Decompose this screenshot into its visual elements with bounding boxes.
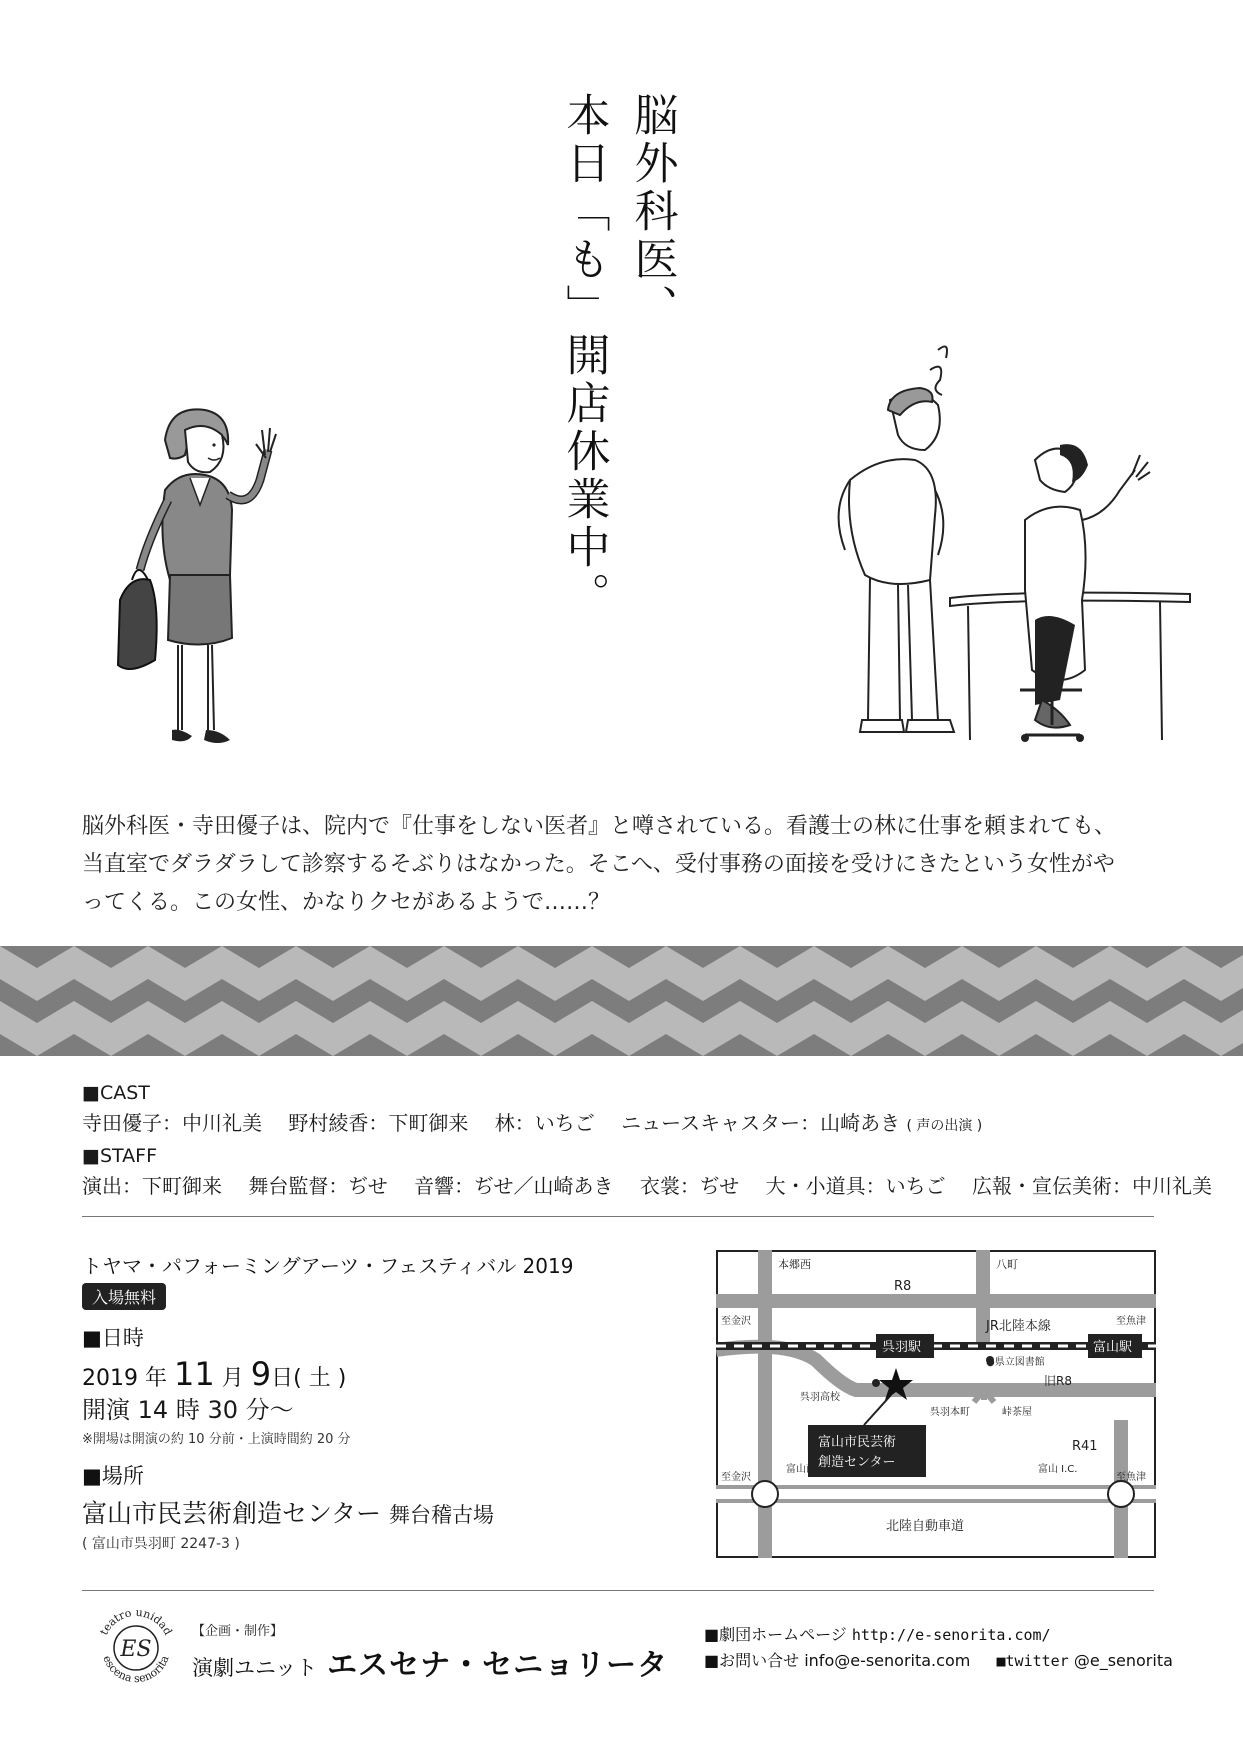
staff-member: 衣裳：ぢせ xyxy=(639,1174,740,1198)
festival-name: トヤマ・パフォーミングアーツ・フェスティバル 2019 xyxy=(82,1254,574,1278)
access-map xyxy=(716,1250,1156,1558)
staff-member: 舞台監督：ぢせ xyxy=(248,1174,388,1198)
map-label-hongo-nishi: 本郷西 xyxy=(778,1258,811,1271)
staff-list xyxy=(82,1171,1213,1201)
troupe-name: エスセナ・セニョリータ xyxy=(327,1648,669,1683)
map-label-expressway: 北陸自動車道 xyxy=(886,1519,965,1534)
map-label-library: ●県立図書館 xyxy=(986,1357,1045,1368)
date-month-unit: 月 xyxy=(221,1366,244,1391)
date-year: 2019 xyxy=(82,1366,138,1391)
opening-note: ※開場は開演の約 10 分前・上演時間約 20 分 xyxy=(82,1432,351,1447)
credits xyxy=(82,1078,1213,1201)
venue-title: 富山市民芸術創造センター xyxy=(82,1499,382,1528)
venue-name xyxy=(82,1494,494,1530)
twitter-label: ■twitter xyxy=(996,1652,1069,1670)
start-label: 開演 xyxy=(82,1396,130,1424)
map-label-toyama-station: 富山駅 xyxy=(1093,1340,1133,1355)
divider-bottom xyxy=(82,1590,1154,1591)
contact-block xyxy=(704,1622,1173,1674)
twitter-handle-link[interactable]: @e_senorita xyxy=(1073,1651,1173,1670)
map-label-kureha-hs: 呉羽高校 xyxy=(800,1392,840,1403)
svg-text:teatro unidad xyxy=(97,1606,174,1637)
map-label-shikanazawa-bottom: 至金沢 xyxy=(721,1472,751,1483)
cast-member: 林：いちご xyxy=(494,1111,595,1135)
date-weekday: ( 土 ) xyxy=(293,1366,347,1391)
headline-line-1: 脳外科医、 xyxy=(626,92,678,332)
produced-by-label: 【企画・制作】 xyxy=(192,1624,284,1639)
map-label-toyama-nishi-ic: 富山西 I.C. xyxy=(786,1464,836,1475)
date-heading: ■日時 xyxy=(82,1326,144,1350)
cast-heading: ■CAST xyxy=(82,1082,150,1104)
map-label-r8: R8 xyxy=(894,1279,912,1294)
cast-list xyxy=(82,1108,1182,1141)
headline-line-2: 本日「も」開店休業中。 xyxy=(558,92,610,620)
map-label-jr-line: JR北陸本線 xyxy=(986,1319,1051,1334)
venue-room: 舞台稽古場 xyxy=(388,1503,494,1527)
staff-member: 音響：ぢせ／山崎あき xyxy=(414,1174,614,1198)
chevron-pattern-band xyxy=(0,946,1243,1056)
staff-member: 広報・宣伝美術：中川礼美 xyxy=(972,1174,1213,1198)
homepage-label: ■劇団ホームページ xyxy=(704,1625,847,1644)
staff-member: 大・小道具：いちご xyxy=(765,1174,946,1198)
map-label-hacchou: 八町 xyxy=(996,1258,1018,1271)
troupe-logo xyxy=(90,1602,182,1694)
map-label-venue-line1: 富山市民芸術 xyxy=(818,1435,897,1450)
unit-label: 演劇ユニット xyxy=(192,1656,318,1680)
venue-heading: ■場所 xyxy=(82,1464,144,1488)
map-label-touge-chaya: 峠茶屋 xyxy=(1002,1407,1032,1418)
logo-text-top: teatro unidad xyxy=(97,1605,175,1638)
map-label-shikanazawa-top: 至金沢 xyxy=(721,1316,751,1327)
synopsis-line-3: ってくる。この女性、かなりクセがあるようで……？ xyxy=(82,890,611,915)
homepage-link[interactable]: http://e-senorita.com/ xyxy=(851,1626,1051,1644)
event-date xyxy=(82,1355,346,1393)
staff-heading: ■STAFF xyxy=(82,1145,157,1167)
logo-text-bottom: escena senorita xyxy=(100,1653,172,1686)
synopsis xyxy=(82,808,1167,922)
illustration-nurse-and-doctor xyxy=(820,340,1200,780)
minute-unit: 分〜 xyxy=(245,1396,294,1424)
illustration-applicant-woman xyxy=(110,400,290,770)
map-label-kureha-honmachi: 呉羽本町 xyxy=(930,1407,970,1418)
contact-label: ■お問い合せ xyxy=(704,1651,800,1670)
start-time xyxy=(82,1390,294,1425)
synopsis-line-1: 脳外科医・寺田優子は、院内で『仕事をしない医者』と噂されている。看護士の林に仕事を頼まれても、 xyxy=(82,814,1117,839)
map-label-shiuozu-top: 至魚津 xyxy=(1116,1316,1146,1327)
cast-voice-note: ( 声の出演 ) xyxy=(906,1118,983,1134)
cast-member: ニュースキャスター：山崎あき xyxy=(621,1111,901,1135)
date-day: 9 xyxy=(250,1355,272,1393)
staff-member: 演出：下町御来 xyxy=(82,1174,222,1198)
map-label-shiuozu-bottom: 至魚津 xyxy=(1116,1472,1146,1483)
free-admission-badge: 入場無料 xyxy=(82,1283,166,1310)
logo-mark: ES xyxy=(120,1637,152,1662)
contact-email-link[interactable]: info@e-senorita.com xyxy=(804,1651,971,1670)
map-label-kureha-station: 呉羽駅 xyxy=(882,1340,922,1355)
start-hour: 14 xyxy=(137,1396,169,1424)
date-month: 11 xyxy=(174,1355,215,1393)
date-year-unit: 年 xyxy=(145,1366,168,1391)
troupe-credit xyxy=(192,1640,668,1684)
synopsis-line-2: 当直室でダラダラして診察するそぶりはなかった。そこへ、受付事務の面接を受けにきたという女性がや xyxy=(82,852,1115,877)
map-label-old-r8: 旧R8 xyxy=(1044,1374,1072,1388)
divider-top xyxy=(82,1216,1154,1217)
venue-address: ( 富山市呉羽町 2247-3 ) xyxy=(82,1536,240,1552)
date-day-unit: 日 xyxy=(271,1366,294,1391)
map-label-toyama-ic: 富山 I.C. xyxy=(1038,1464,1078,1475)
cast-member: 寺田優子：中川礼美 xyxy=(82,1111,262,1135)
hour-unit: 時 xyxy=(175,1396,200,1424)
cast-member: 野村綾香：下町御来 xyxy=(288,1111,469,1135)
map-label-venue-line2: 創造センター xyxy=(818,1455,896,1470)
map-label-r41: R41 xyxy=(1072,1439,1098,1454)
start-minute: 30 xyxy=(207,1396,239,1424)
